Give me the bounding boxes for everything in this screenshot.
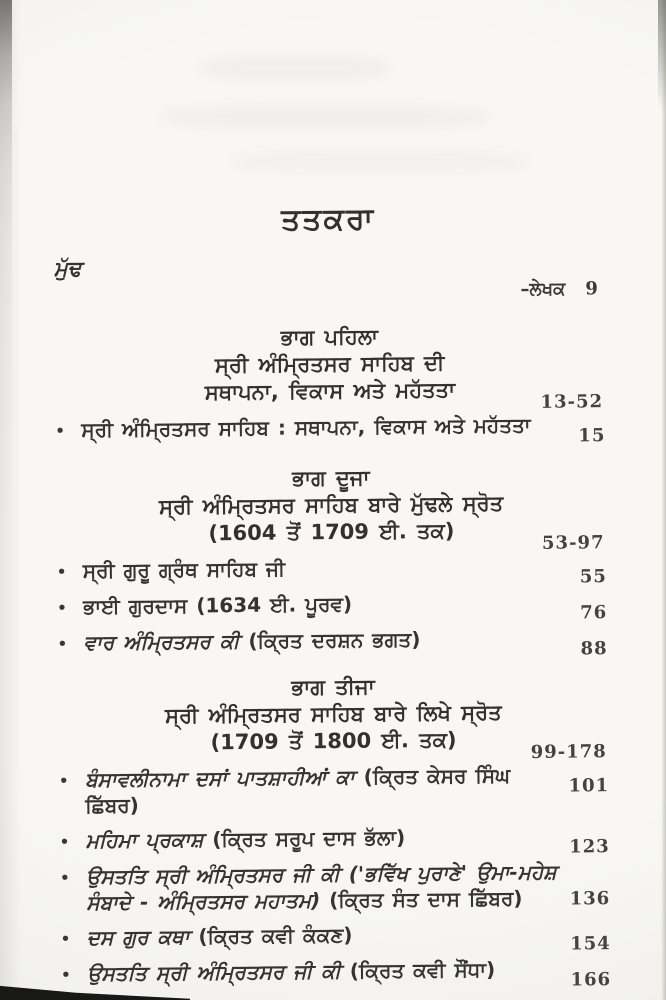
bullet-icon: • [60,965,71,984]
author-credit [54,277,604,306]
page-number: 88 [580,638,608,660]
entry-text: ਵਾਰ ਅੰਮ੍ਰਿਤਸਰ ਕੀ (ਕ੍ਰਿਤ ਦਰਸ਼ਨ ਭਗਤ) [83,627,421,655]
section-page-range: 99-178 [530,741,607,763]
section-3-items [58,761,612,991]
section-2-items [56,552,608,660]
page-number: 55 [579,566,608,588]
bullet-icon: • [55,421,66,440]
section-heading-line: (1604 ਤੋਂ 1709 ਈ. ਤਕ) [208,518,455,546]
toc-entry [57,588,608,624]
entry-text: ਸ੍ਰੀ ਗੁਰੂ ਗ੍ਰੰਥ ਸਾਹਿਬ ਜੀ [82,556,286,583]
section-heading-line: ਸ੍ਰੀ ਅੰਮ੍ਰਿਤਸਰ ਸਾਹਿਬ ਬਾਰੇ ਲਿਖੇ ਸ੍ਰੋਤ [164,700,502,728]
bullet-icon: • [57,634,68,653]
section-1-items [55,411,606,447]
entry-text: ਦਸ ਗੁਰ ਕਥਾ (ਕ੍ਰਿਤ ਕਵੀ ਕੰਕਣ) [86,922,353,950]
section-heading-line: ਭਾਗ ਦੂਜਾ [292,465,370,491]
bullet-icon: • [56,562,67,581]
page-number: 166 [570,969,612,991]
author-credit-label: –ਲੇਖਕ [520,278,566,301]
page-number: 15 [578,425,606,447]
entry-text: ਸ੍ਰੀ ਅੰਮ੍ਰਿਤਸਰ ਸਾਹਿਬ : ਸਥਾਪਨਾ, ਵਿਕਾਸ ਅਤੇ ਮਹੱਤਤਾ [81,412,531,442]
section-heading-line: ਭਾਗ ਤੀਜਾ [291,674,375,700]
bullet-icon: • [59,868,70,887]
bullet-icon: • [60,929,71,948]
toc-entry [55,411,606,447]
entry-text: ਉਸਤਤਿ ਸ੍ਰੀ ਅੰਮ੍ਰਿਤਸਰ ਜੀ ਕੀ ('ਭਵਿੱਖ ਪੁਰਾਣੇ' ਉਮਾ-ਮਹੇਸ਼ ਸੰਬਾਦੇ - ਅੰਮ੍ਰਿਤਸਰ ਮਹਾਤਮ) (ਕ੍ਰਿਤ ਸੰਤ ਦਾਸ ਛਿੱਬਰ) [85,859,557,915]
toc-entry [57,624,608,660]
toc-entry [59,761,610,819]
page-number: 136 [569,888,611,910]
bullet-icon: • [57,598,67,617]
toc-entry [60,858,611,916]
entry-text: ਉਸਤਤਿ ਸ੍ਰੀ ਅੰਮ੍ਰਿਤਸਰ ਜੀ ਕੀ (ਕ੍ਰਿਤ ਕਵੀ ਸੌਂਧਾ) [86,957,496,986]
section-page-range: 13-52 [540,391,604,413]
intro-label: ਮੁੱਢ [53,256,82,281]
section-heading-part-2 [56,462,607,554]
section-page-range: 53-97 [541,532,605,554]
toc-entry [59,822,610,858]
bullet-icon: • [58,771,69,790]
section-heading-part-1 [54,321,605,413]
section-heading-line: ਸ੍ਰੀ ਅੰਮ੍ਰਿਤਸਰ ਸਾਹਿਬ ਦੀ [214,350,445,378]
entry-text: ਬੰਸਾਵਲੀਨਾਮਾ ਦਸਾਂ ਪਾਤਸ਼ਾਹੀਆਂ ਕਾ (ਕ੍ਰਿਤ ਕੇਸਰ ਸਿੰਘ ਛਿੱਬਰ) [84,763,511,818]
section-heading-line: ਸਥਾਪਨਾ, ਵਿਕਾਸ ਅਤੇ ਮਹੱਤਤਾ [204,377,456,405]
toc-entry [60,919,611,955]
page-number: 123 [569,836,610,858]
section-heading-line: ਭਾਗ ਪਹਿਲਾ [280,324,379,350]
section-heading-line: ਸ੍ਰੀ ਅੰਮ੍ਰਿਤਸਰ ਸਾਹਿਬ ਬਾਰੇ ਮੁੱਢਲੇ ਸ੍ਰੋਤ [158,491,504,519]
section-heading-line: (1709 ਤੋਂ 1800 ਈ. ਤਕ) [210,727,457,755]
page-number: 154 [570,933,611,955]
page-title: ਤਤਕਰਾ [280,201,376,238]
author-page-number: 9 [585,278,598,300]
toc-entry [56,552,608,588]
section-heading-part-3 [58,671,609,763]
entry-text: ਮਹਿਮਾ ਪ੍ਰਕਾਸ਼ (ਕ੍ਰਿਤ ਸਰੂਪ ਦਾਸ ਭੱਲਾ) [85,825,406,853]
entry-text: ਭਾਈ ਗੁਰਦਾਸ (1634 ਈ. ਪੂਰਵ) [83,591,353,619]
toc-entry [60,955,612,991]
page-number: 101 [568,775,610,797]
bullet-icon: • [59,832,70,851]
page-number: 76 [580,602,608,624]
